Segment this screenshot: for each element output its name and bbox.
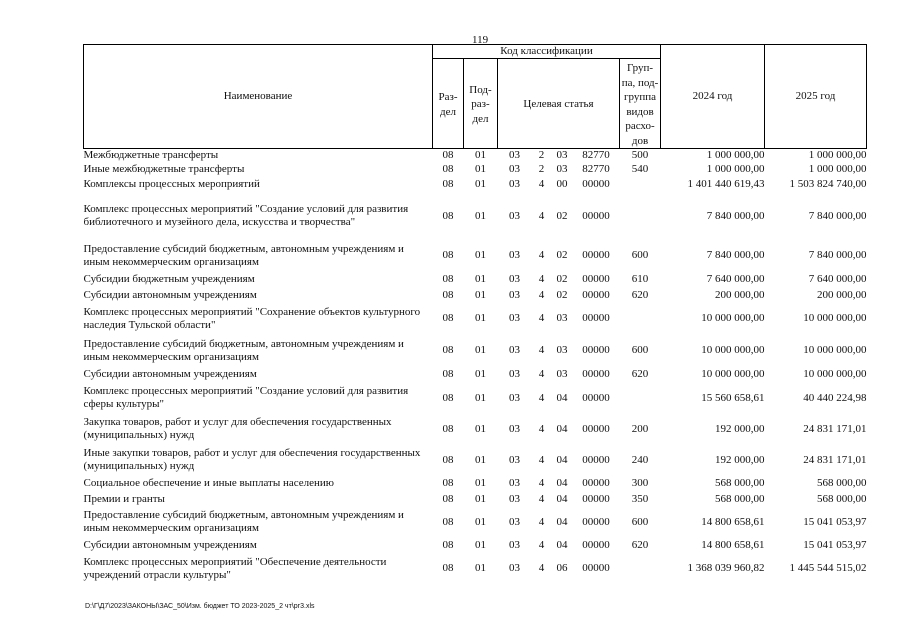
row-razdel: 08 (442, 515, 454, 528)
row-target-sub: 04 (556, 453, 568, 466)
row-target-type: 4 (538, 177, 545, 190)
row-target-direction: 00000 (582, 515, 610, 528)
row-razdel: 08 (442, 162, 454, 175)
row-target-direction: 00000 (582, 562, 610, 574)
row-target-program: 03 (509, 515, 520, 528)
row-podrazdel: 01 (475, 273, 486, 285)
row-target-direction: 00000 (582, 492, 610, 505)
row-podrazdel: 01 (475, 539, 486, 551)
table-row (84, 445, 867, 476)
row-razdel: 08 (442, 368, 454, 380)
row-target-sub: 03 (556, 312, 568, 324)
row-podrazdel: 01 (475, 422, 486, 435)
row-amount-2024: 7 840 000,00 (706, 209, 765, 222)
table-row (84, 303, 867, 335)
row-expense-type (620, 176, 661, 193)
row-name: Комплекс процессных мероприятий "Создание условий для развития сферы культуры" (83, 385, 409, 410)
row-target-program: 03 (509, 422, 520, 435)
table-row (84, 554, 867, 584)
row-amount-2024: 7 640 000,00 (706, 273, 765, 285)
row-target-direction: 00000 (582, 273, 610, 285)
row-target-sub: 04 (556, 477, 568, 489)
row-target-type: 4 (538, 209, 545, 222)
header-2024: 2024 год (661, 45, 765, 149)
row-amount-2025: 10 000 000,00 (803, 368, 867, 380)
row-expense-type: 300 (631, 477, 649, 489)
table-row (84, 149, 867, 163)
row-name: Субсидии автономным учреждениям (83, 288, 257, 301)
row-amount-2024: 1 000 000,00 (706, 162, 765, 175)
row-target-type: 4 (538, 273, 545, 285)
row-target-program: 03 (509, 344, 520, 356)
table-row (84, 176, 867, 193)
row-name: Предоставление субсидий бюджетным, автономным учреждениям и иным некоммерческим организациям (83, 242, 404, 268)
table-row (84, 476, 867, 492)
row-podrazdel: 01 (475, 562, 486, 574)
row-target-direction: 00000 (582, 422, 610, 435)
budget-table (83, 44, 867, 584)
row-target-type: 4 (538, 539, 545, 551)
row-amount-2024: 568 000,00 (715, 492, 765, 505)
table-row (84, 193, 867, 240)
row-target-direction: 00000 (582, 391, 610, 404)
row-amount-2025: 1 000 000,00 (808, 149, 867, 162)
row-expense-type (620, 193, 661, 240)
row-podrazdel: 01 (475, 209, 486, 222)
header-razdel: Раз- дел (433, 59, 464, 149)
row-name: Закупка товаров, работ и услуг для обеспечения государственных (муниципальных) нужд (83, 416, 392, 441)
table-row (84, 538, 867, 554)
row-target-type: 4 (538, 391, 545, 404)
row-target-program: 03 (509, 562, 520, 574)
row-target-direction: 82770 (582, 149, 610, 162)
row-target-type: 4 (538, 249, 545, 261)
file-path: D:\Г\Д7\2023\ЗАКОНЫ\ЗАС_50\Изм. бюджет ТО 2023-2025_2 чт\рг3.xls (85, 603, 315, 610)
row-amount-2024: 568 000,00 (715, 477, 765, 489)
row-amount-2025: 7 840 000,00 (808, 209, 867, 222)
table-row (84, 288, 867, 303)
row-target-type: 4 (538, 453, 545, 466)
row-name: Комплекс процессных мероприятий "Сохранение объектов культурного наследия Тульской области" (83, 305, 421, 331)
row-razdel: 08 (442, 492, 454, 505)
row-razdel: 08 (442, 477, 454, 489)
row-amount-2024: 7 840 000,00 (706, 249, 765, 261)
row-target-sub: 02 (556, 249, 568, 261)
row-amount-2025: 15 041 053,97 (803, 539, 867, 551)
header-podrazdel: Под- раз- дел (464, 59, 498, 149)
row-name: Социальное обеспечение и иные выплаты населению (83, 477, 335, 489)
row-razdel: 08 (442, 273, 454, 285)
header-code: Код классификации (433, 45, 661, 59)
row-expense-type (620, 383, 661, 414)
row-amount-2025: 7 640 000,00 (808, 273, 867, 285)
row-amount-2024: 15 560 658,61 (701, 391, 765, 404)
row-target-type: 4 (538, 515, 545, 528)
row-target-type: 4 (538, 422, 545, 435)
row-target-sub: 03 (556, 368, 568, 380)
row-podrazdel: 01 (475, 492, 486, 505)
table-body (84, 149, 867, 584)
row-target-direction: 00000 (582, 344, 610, 356)
row-target-type: 4 (538, 344, 545, 356)
row-razdel: 08 (442, 539, 454, 551)
row-amount-2025: 1 000 000,00 (808, 162, 867, 175)
row-target-type: 4 (538, 477, 545, 489)
row-amount-2024: 14 800 658,61 (701, 515, 765, 528)
row-expense-type: 200 (631, 422, 649, 435)
row-razdel: 08 (442, 149, 454, 162)
row-target-sub: 04 (556, 391, 568, 404)
row-target-program: 03 (509, 391, 520, 404)
row-podrazdel: 01 (475, 344, 486, 356)
row-amount-2024: 10 000 000,00 (701, 344, 765, 356)
row-target-program: 03 (509, 288, 520, 301)
row-target-direction: 00000 (582, 312, 610, 324)
row-expense-type: 500 (631, 149, 649, 162)
row-target-sub: 04 (556, 515, 568, 528)
table-row (84, 163, 867, 176)
page-number: 119 (472, 34, 489, 46)
row-target-sub: 04 (556, 492, 568, 505)
row-target-program: 03 (509, 539, 520, 551)
row-amount-2025: 1 503 824 740,00 (789, 177, 867, 190)
row-target-program: 03 (509, 453, 520, 466)
row-podrazdel: 01 (475, 162, 486, 175)
row-razdel: 08 (442, 209, 454, 222)
table-row (84, 272, 867, 288)
row-podrazdel: 01 (475, 391, 486, 404)
row-podrazdel: 01 (475, 453, 486, 466)
row-podrazdel: 01 (475, 177, 486, 190)
row-amount-2025: 24 831 171,01 (803, 453, 867, 466)
row-expense-type: 620 (631, 288, 649, 301)
row-podrazdel: 01 (475, 288, 486, 301)
row-expense-type: 540 (631, 162, 649, 175)
row-target-direction: 00000 (582, 288, 610, 301)
row-razdel: 08 (442, 288, 454, 301)
row-amount-2025: 24 831 171,01 (803, 422, 867, 435)
row-expense-type: 350 (631, 492, 649, 505)
row-name: Субсидии автономным учреждениям (83, 368, 257, 380)
row-target-sub: 04 (556, 422, 568, 435)
row-podrazdel: 01 (475, 368, 486, 380)
row-amount-2025: 7 840 000,00 (808, 249, 867, 261)
row-name: Субсидии бюджетным учреждениям (83, 273, 255, 285)
row-amount-2024: 192 000,00 (715, 422, 765, 435)
row-amount-2025: 40 440 224,98 (803, 391, 867, 404)
table-row (84, 507, 867, 538)
row-amount-2024: 10 000 000,00 (701, 368, 765, 380)
row-amount-2024: 10 000 000,00 (701, 312, 765, 324)
row-target-type: 2 (538, 162, 545, 175)
row-expense-type: 600 (631, 344, 649, 356)
row-target-direction: 00000 (582, 209, 610, 222)
row-target-program: 03 (509, 368, 520, 380)
row-target-program: 03 (509, 177, 520, 190)
row-razdel: 08 (442, 422, 454, 435)
row-amount-2024: 14 800 658,61 (701, 539, 765, 551)
table-row (84, 492, 867, 507)
row-name: Межбюджетные трансферты (83, 149, 219, 162)
row-target-sub: 02 (556, 288, 568, 301)
row-target-sub: 03 (556, 149, 568, 162)
row-target-sub: 03 (556, 344, 568, 356)
row-amount-2025: 568 000,00 (817, 477, 867, 489)
row-name: Предоставление субсидий бюджетным, автономным учреждениям и иным некоммерческим организациям (83, 337, 404, 363)
header-target: Целевая статья (498, 59, 620, 149)
row-razdel: 08 (442, 249, 454, 261)
row-amount-2025: 10 000 000,00 (803, 312, 867, 324)
row-name: Предоставление субсидий бюджетным, автономным учреждениям и иным некоммерческим организациям (83, 509, 404, 534)
row-amount-2025: 568 000,00 (817, 492, 867, 505)
row-amount-2024: 1 000 000,00 (706, 149, 765, 162)
row-target-type: 2 (538, 149, 545, 162)
table-row (84, 335, 867, 367)
row-amount-2024: 1 368 039 960,82 (687, 562, 765, 574)
row-target-program: 03 (509, 477, 520, 489)
row-razdel: 08 (442, 453, 454, 466)
row-target-program: 03 (509, 162, 520, 175)
row-amount-2024: 192 000,00 (715, 453, 765, 466)
row-target-type: 4 (538, 562, 545, 574)
row-target-program: 03 (509, 492, 520, 505)
table-row (84, 414, 867, 445)
row-amount-2024: 1 401 440 619,43 (687, 177, 765, 190)
row-target-direction: 00000 (582, 368, 610, 380)
row-target-direction: 00000 (582, 539, 610, 551)
row-target-sub: 02 (556, 209, 568, 222)
row-target-program: 03 (509, 312, 520, 324)
row-name: Иные межбюджетные трансферты (83, 162, 245, 175)
row-target-program: 03 (509, 209, 520, 222)
row-expense-type: 600 (631, 515, 649, 528)
table-row (84, 383, 867, 414)
table-row (84, 240, 867, 272)
row-razdel: 08 (442, 312, 454, 324)
row-target-program: 03 (509, 149, 520, 162)
row-podrazdel: 01 (475, 312, 486, 324)
row-razdel: 08 (442, 344, 454, 356)
header-name: Наименование (84, 45, 433, 149)
row-amount-2024: 200 000,00 (715, 288, 765, 301)
row-name: Комплекс процессных мероприятий "Создание условий для развития библиотечного и музейного дела, искусства и творчества" (83, 203, 409, 228)
row-target-sub: 02 (556, 273, 568, 285)
row-expense-type (620, 303, 661, 335)
row-amount-2025: 10 000 000,00 (803, 344, 867, 356)
row-target-type: 4 (538, 312, 545, 324)
row-target-direction: 00000 (582, 477, 610, 489)
row-razdel: 08 (442, 177, 454, 190)
header-group: Груп- па, под- группа видов расхо- дов (620, 59, 661, 149)
row-amount-2025: 1 445 544 515,02 (789, 562, 867, 574)
row-amount-2025: 15 041 053,97 (803, 515, 867, 528)
row-target-type: 4 (538, 288, 545, 301)
row-podrazdel: 01 (475, 249, 486, 261)
header-2025: 2025 год (765, 45, 867, 149)
row-razdel: 08 (442, 562, 454, 574)
row-target-direction: 00000 (582, 453, 610, 466)
row-expense-type: 240 (631, 453, 649, 466)
row-amount-2025: 200 000,00 (817, 288, 867, 301)
row-podrazdel: 01 (475, 149, 486, 162)
row-target-sub: 04 (556, 539, 568, 551)
row-name: Субсидии автономным учреждениям (83, 539, 257, 551)
row-target-direction: 82770 (582, 162, 610, 175)
row-target-program: 03 (509, 249, 520, 261)
row-podrazdel: 01 (475, 515, 486, 528)
row-target-sub: 00 (556, 177, 568, 190)
row-name: Комплексы процессных мероприятий (83, 177, 260, 190)
row-target-sub: 03 (556, 162, 568, 175)
row-name: Иные закупки товаров, работ и услуг для обеспечения государственных (муниципальных) нужд (83, 447, 421, 472)
row-name: Комплекс процессных мероприятий "Обеспечение деятельности учреждений отрасли культуры" (83, 555, 387, 581)
row-expense-type: 600 (631, 249, 649, 261)
table-row (84, 367, 867, 383)
row-razdel: 08 (442, 391, 454, 404)
row-expense-type: 610 (631, 273, 649, 285)
row-expense-type: 620 (631, 368, 649, 380)
row-expense-type: 620 (631, 539, 649, 551)
row-name: Премии и гранты (83, 492, 165, 505)
row-expense-type (620, 554, 661, 584)
row-target-program: 03 (509, 273, 520, 285)
row-podrazdel: 01 (475, 477, 486, 489)
row-target-direction: 00000 (582, 249, 610, 261)
row-target-type: 4 (538, 368, 545, 380)
row-target-sub: 06 (556, 562, 568, 574)
row-target-direction: 00000 (582, 177, 610, 190)
row-target-type: 4 (538, 492, 545, 505)
